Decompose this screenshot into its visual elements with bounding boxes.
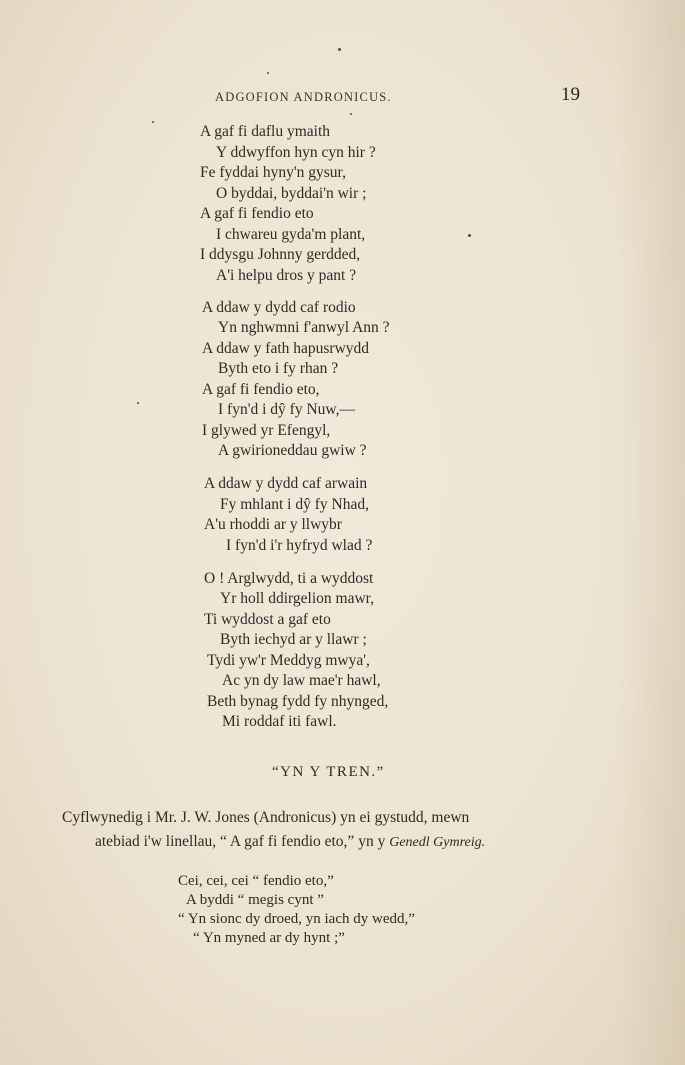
poem-line: I glywed yr Efengyl, xyxy=(202,422,331,439)
poem2-line: “ Yn myned ar dy hynt ;” xyxy=(193,930,345,946)
dedication-text: atebiad i'w linellau, “ A gaf fi fendio eto,” yn y xyxy=(95,833,386,850)
poem-line: A'i helpu dros y pant ? xyxy=(216,267,357,284)
page-edge-shadow xyxy=(615,0,685,1065)
poem-line: A'u rhoddi ar y llwybr xyxy=(204,516,342,533)
paper-speck xyxy=(267,72,269,74)
poem-line: Byth eto i fy rhan ? xyxy=(218,360,339,377)
poem2-line: “ Yn sionc dy droed, yn iach dy wedd,” xyxy=(178,911,415,927)
poem-line: Mi roddaf iti fawl. xyxy=(222,713,337,730)
poem-line: O ! Arglwydd, ti a wyddost xyxy=(204,570,374,587)
poem-line: A gaf fi fendio eto xyxy=(200,205,314,222)
poem-line: Beth bynag fydd fy nhynged, xyxy=(207,693,389,710)
paper-speck xyxy=(338,48,341,51)
poem-line: A ddaw y fath hapusrwydd xyxy=(202,340,370,357)
poem-line: Yn nghwmni f'anwyl Ann ? xyxy=(218,319,390,336)
paper-speck xyxy=(152,121,154,123)
poem-line: Byth iechyd ar y llawr ; xyxy=(220,631,367,648)
newspaper-title: Genedl Gymreig. xyxy=(389,835,486,850)
poem-line: Tydi yw'r Meddyg mwya', xyxy=(207,652,370,669)
poem2-line: Cei, cei, cei “ fendio eto,” xyxy=(178,873,334,889)
poem-line: I ddysgu Johnny gerdded, xyxy=(200,246,361,263)
poem-line: A ddaw y dydd caf rodio xyxy=(202,299,356,316)
poem-line: Ti wyddost a gaf eto xyxy=(204,611,331,628)
poem-line: O byddai, byddai'n wir ; xyxy=(216,185,367,202)
poem-line: Y ddwyffon hyn cyn hir ? xyxy=(216,144,376,161)
poem-line: A gaf fi fendio eto, xyxy=(202,381,320,398)
poem2-line: A byddi “ megis cynt ” xyxy=(186,892,324,908)
poem-line: Fe fyddai hyny'n gysur, xyxy=(200,164,346,181)
paper-speck xyxy=(350,113,352,115)
section-title: “YN Y TREN.” xyxy=(272,764,385,780)
paper-speck xyxy=(137,402,139,404)
page-number: 19 xyxy=(561,84,580,105)
poem-line: A ddaw y dydd caf arwain xyxy=(204,475,368,492)
poem-line: Yr holl ddirgelion mawr, xyxy=(220,590,375,607)
dedication-line-2 xyxy=(95,832,485,853)
poem-line: Ac yn dy law mae'r hawl, xyxy=(222,672,381,689)
dedication-line-1: Cyflwynedig i Mr. J. W. Jones (Andronicus) yn ei gystudd, mewn xyxy=(62,809,470,826)
poem-line: I fyn'd i dŷ fy Nuw,— xyxy=(218,401,355,418)
poem-line: Fy mhlant i dŷ fy Nhad, xyxy=(220,496,369,513)
poem-line: I fyn'd i'r hyfryd wlad ? xyxy=(226,537,373,554)
poem-line: A gaf fi daflu ymaith xyxy=(200,123,330,140)
poem-line: I chwareu gyda'm plant, xyxy=(216,226,366,243)
running-head: ADGOFION ANDRONICUS. xyxy=(215,90,392,104)
poem-line: A gwirioneddau gwiw ? xyxy=(218,442,367,459)
paper-speck xyxy=(468,234,471,237)
